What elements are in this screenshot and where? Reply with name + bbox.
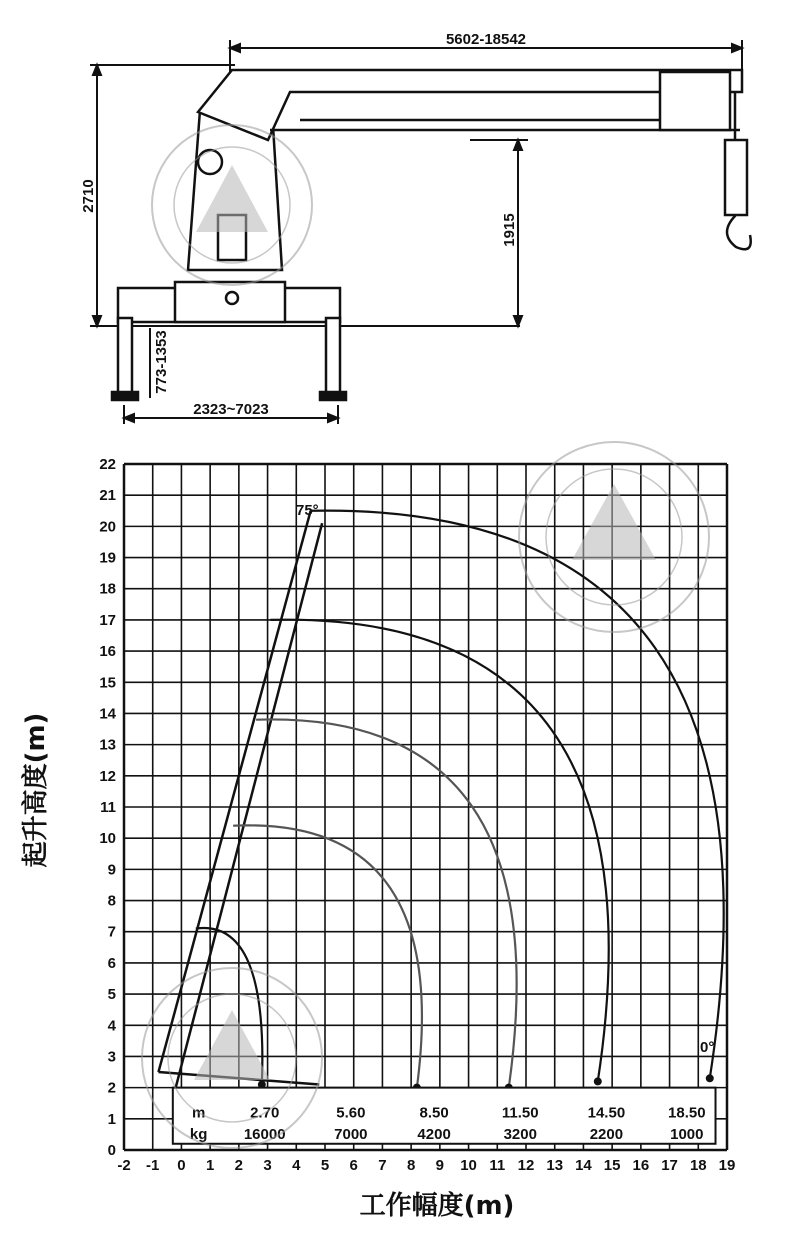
y-tick-label: 0: [107, 1142, 116, 1159]
radius-value: 2.70: [250, 1104, 280, 1122]
arc-end-point: [594, 1077, 602, 1085]
load-value: 4200: [417, 1126, 451, 1144]
x-tick-labels: [117, 1157, 735, 1174]
y-tick-label: 16: [99, 643, 116, 661]
crane-side-view-drawing: [0, 0, 800, 430]
y-tick-label: 6: [107, 954, 116, 972]
hook-icon: [727, 215, 751, 249]
x-tick-label: 13: [546, 1157, 564, 1174]
y-tick-label: 17: [99, 611, 116, 629]
boom-head: [660, 72, 730, 130]
y-tick-label: 9: [107, 861, 116, 879]
watermark-stamp-right: [519, 442, 709, 632]
y-tick-label: 10: [99, 830, 116, 848]
x-tick-label: 16: [632, 1157, 650, 1174]
y-tick-label: 13: [99, 736, 116, 754]
radius-value: 11.50: [501, 1104, 539, 1122]
x-tick-label: 14: [575, 1157, 592, 1174]
height-label: 2710: [80, 179, 97, 213]
x-tick-label: 10: [460, 1157, 477, 1174]
x-tick-label: 6: [349, 1157, 358, 1174]
x-tick-label: 1: [205, 1157, 215, 1174]
boom-outline-line: [176, 523, 322, 1087]
y-tick-label: 7: [107, 923, 116, 941]
x-tick-label: 8: [406, 1157, 416, 1174]
x-tick-label: 7: [378, 1157, 387, 1174]
y-tick-label: 14: [99, 705, 116, 723]
load-value: 16000: [243, 1126, 286, 1144]
radius-value: 5.60: [336, 1104, 366, 1122]
load-table: [173, 1088, 716, 1144]
x-tick-label: 9: [435, 1157, 445, 1174]
hook-block: [725, 140, 747, 215]
x-tick-label: 15: [603, 1157, 621, 1174]
radius-value: 14.50: [587, 1104, 626, 1122]
y-tick-label: 22: [99, 456, 116, 473]
y-axis-label: 起升高度(m): [21, 712, 51, 868]
x-tick-label: 0: [177, 1157, 186, 1174]
y-tick-label: 11: [100, 799, 116, 816]
radius-unit-label: m: [191, 1104, 206, 1122]
y-tick-label: 20: [99, 518, 116, 536]
y-tick-label: 8: [107, 892, 116, 910]
x-tick-label: 4: [292, 1157, 301, 1174]
y-tick-label: 4: [107, 1017, 116, 1035]
x-tick-label: 18: [689, 1157, 707, 1174]
x-tick-label: 11: [489, 1157, 506, 1174]
y-tick-label: 3: [107, 1048, 116, 1066]
arc-end-point: [706, 1074, 714, 1082]
x-tick-label: -2: [117, 1157, 131, 1174]
y-tick-label: 2: [107, 1079, 116, 1097]
y-tick-label: 19: [99, 549, 116, 567]
x-tick-label: 3: [263, 1157, 272, 1174]
load-value: 1000: [670, 1126, 704, 1144]
lift-arc-curve: [256, 719, 517, 1087]
y-tick-label: 15: [99, 674, 116, 692]
y-tick-label: 5: [107, 986, 116, 1004]
y-tick-labels: [99, 456, 116, 1159]
load-value: 2200: [589, 1126, 624, 1144]
load-value: 7000: [334, 1126, 368, 1144]
x-tick-label: 5: [320, 1157, 330, 1174]
x-tick-label: -1: [146, 1157, 160, 1174]
y-tick-label: 1: [107, 1110, 116, 1128]
x-tick-label: 17: [661, 1157, 678, 1174]
left-outrigger: [118, 318, 132, 398]
load-chart: [0, 430, 800, 1237]
y-tick-label: 12: [99, 767, 116, 785]
radius-value: 8.50: [419, 1104, 449, 1122]
radius-value: 18.50: [668, 1104, 706, 1122]
outrigger-height-label: 773-1353: [153, 330, 170, 394]
x-tick-label: 19: [718, 1157, 736, 1174]
load-unit-label: kg: [189, 1126, 208, 1144]
boom-length-label: 5602-18542: [445, 31, 527, 48]
watermark-logo-icon: [194, 1010, 270, 1080]
x-tick-label: 12: [517, 1157, 535, 1174]
crane-body: [112, 70, 751, 400]
load-value: 3200: [503, 1126, 537, 1144]
x-tick-label: 2: [234, 1157, 244, 1174]
y-tick-label: 21: [99, 487, 116, 505]
x-axis-label: 工作幅度(m): [359, 1191, 515, 1221]
chart-curves: [158, 511, 723, 1092]
pedestal-height-label: 1915: [501, 213, 518, 247]
winch-drum: [198, 150, 222, 174]
y-tick-label: 18: [99, 580, 116, 598]
outrigger-span-label: 2323~7023: [193, 401, 269, 418]
right-outrigger: [326, 318, 340, 398]
angle-min-label: 0°: [700, 1039, 715, 1056]
angle-max-label: 75°: [296, 502, 319, 519]
